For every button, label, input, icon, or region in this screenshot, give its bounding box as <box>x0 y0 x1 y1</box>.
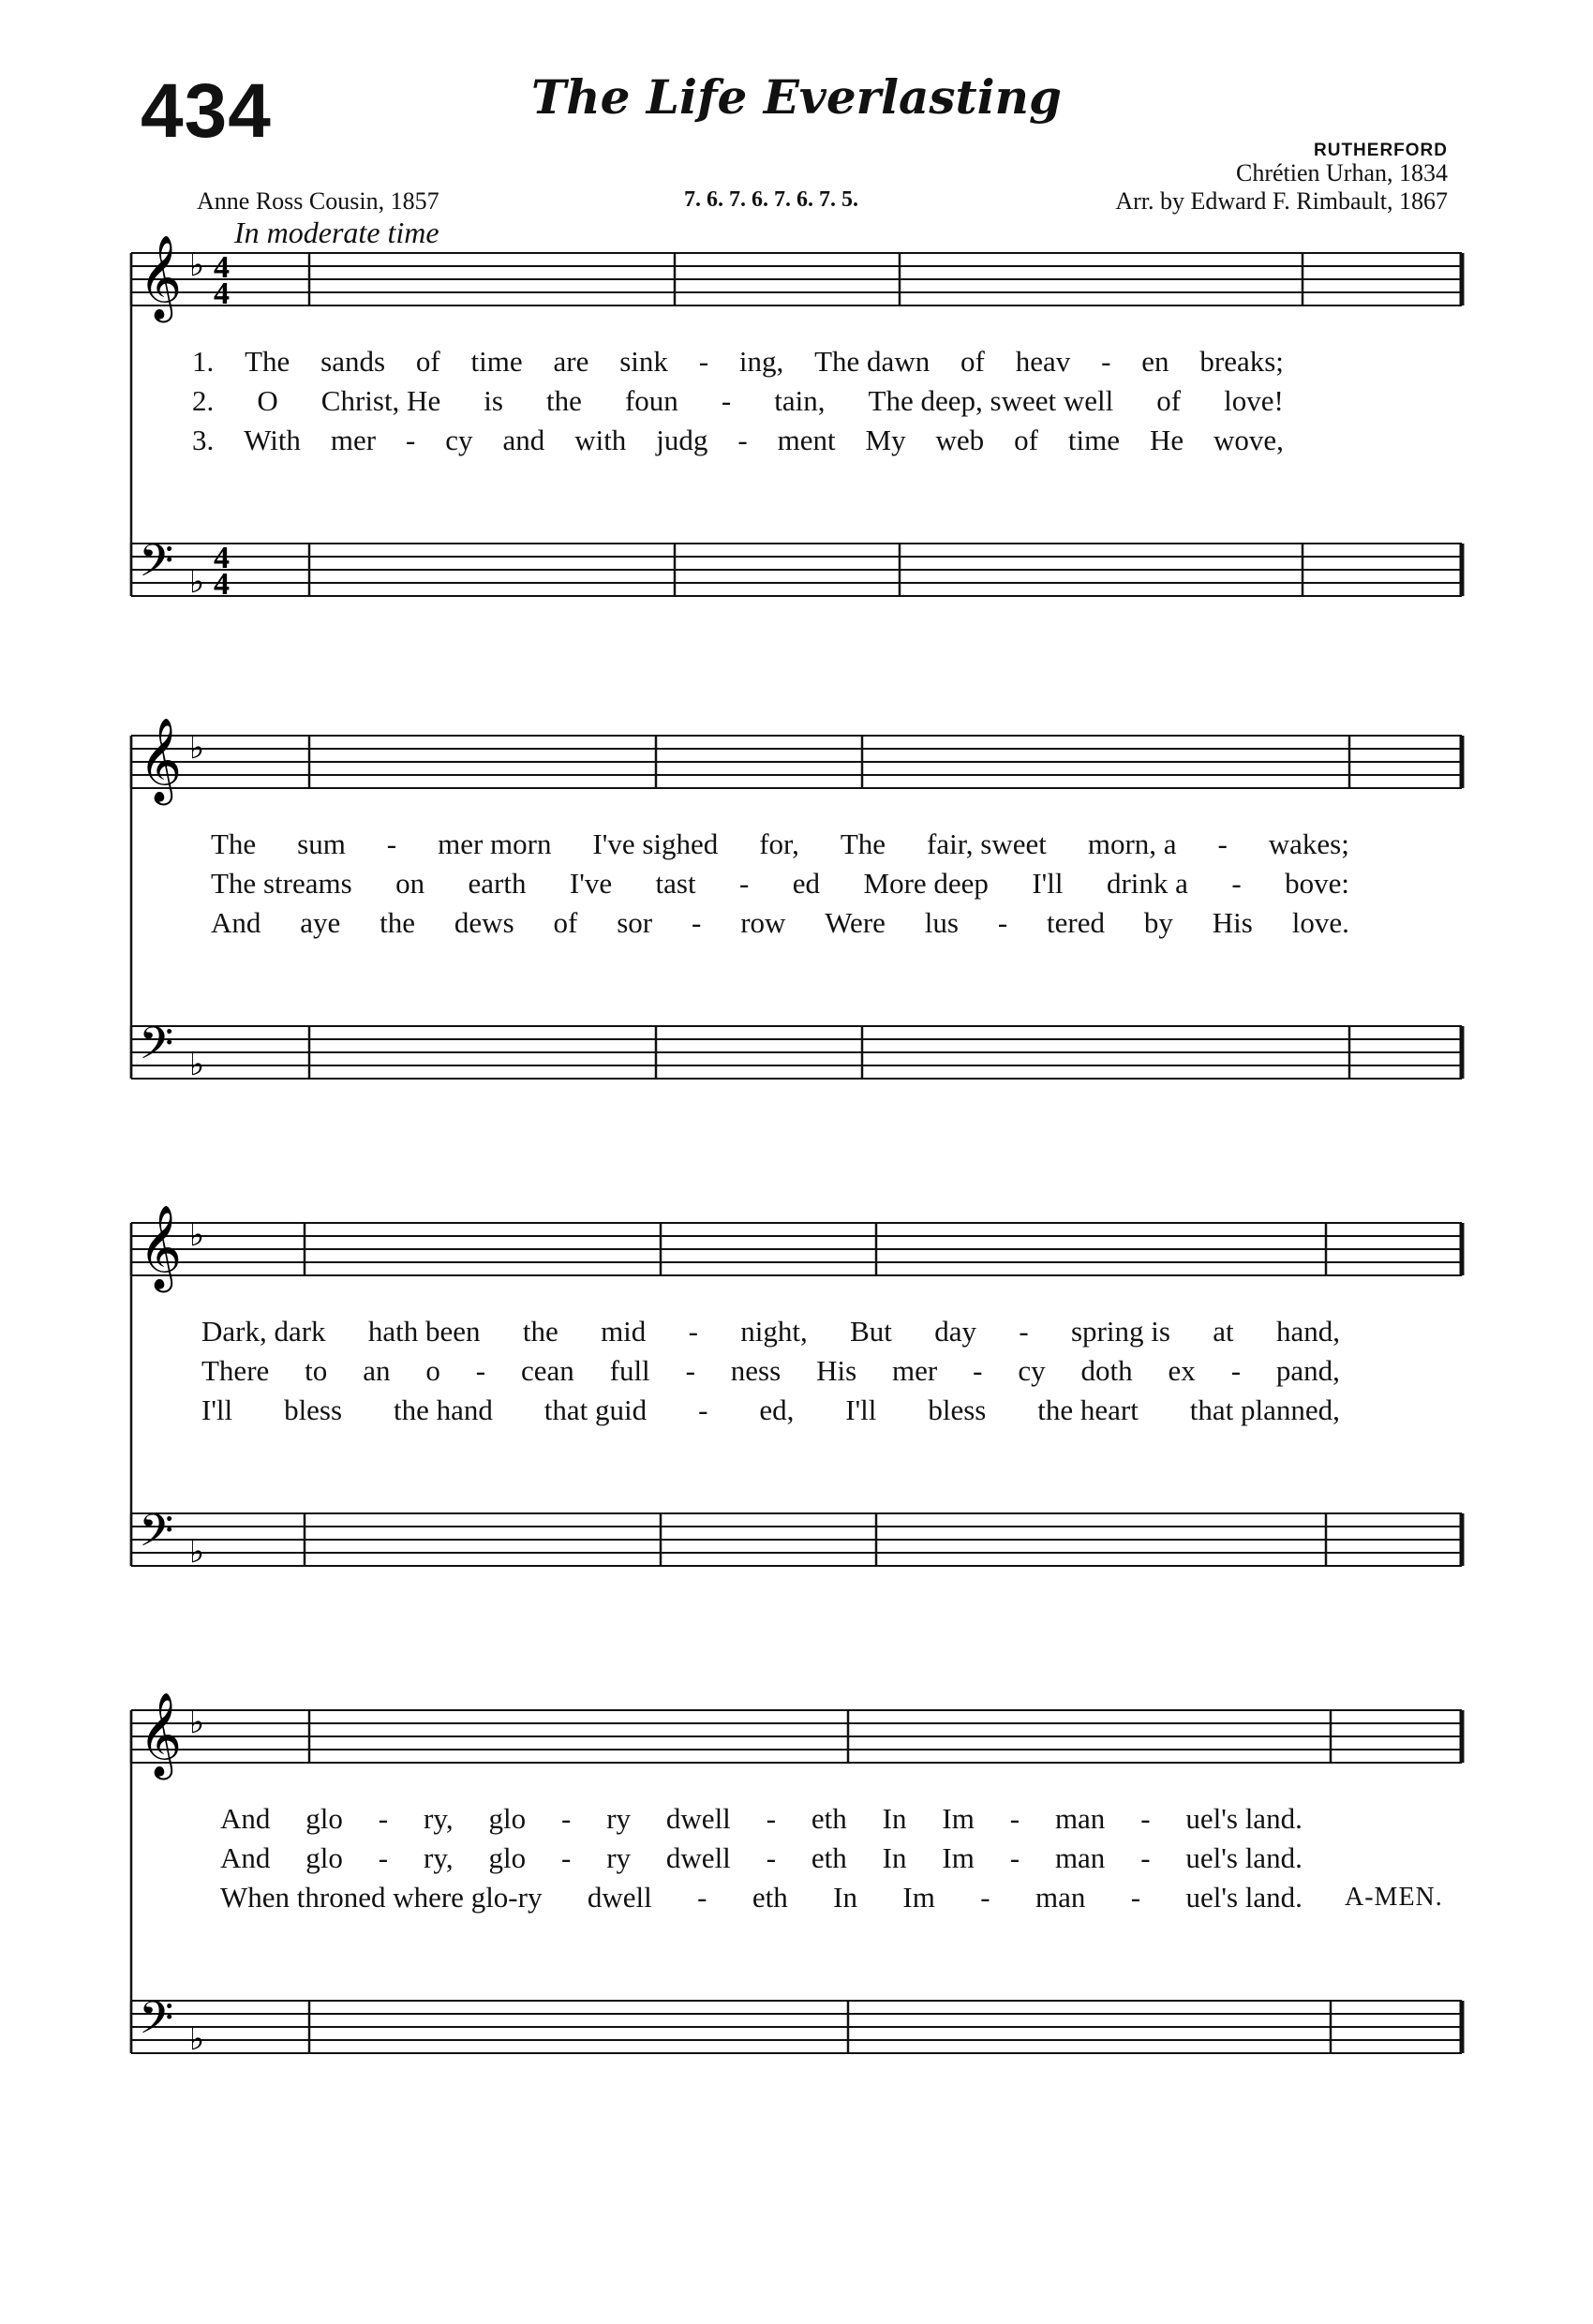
lyric-syllable: are <box>553 345 589 378</box>
lyric-syllable: - <box>1217 827 1228 860</box>
lyric-syllable: - <box>698 1393 708 1426</box>
lyric-syllable: And <box>220 1841 271 1874</box>
lyric-syllable: tast <box>655 867 696 900</box>
time-signature: 4 <box>214 567 230 602</box>
bass-clef-icon: 𝄢 <box>139 1017 174 1080</box>
lyric-syllable: ed, <box>759 1393 795 1426</box>
hymn-number: 434 <box>141 68 272 154</box>
verse-1-lyrics <box>201 1315 1340 1348</box>
lyric-syllable: mer <box>892 1354 938 1387</box>
lyric-syllable: ry, <box>424 1802 454 1835</box>
lyric-syllable: Dark, dark <box>201 1315 326 1348</box>
lyric-syllable: to <box>305 1354 328 1387</box>
lyric-syllable: mer morn <box>438 827 552 860</box>
lyric-syllable: The <box>211 827 257 860</box>
treble-clef-icon: 𝄞 <box>139 1692 183 1777</box>
author-credit: Anne Ross Cousin, 1857 <box>197 187 439 215</box>
time-signature: 4 <box>214 276 230 311</box>
lyric-syllable: sum <box>297 827 346 860</box>
bass-clef-icon: 𝄢 <box>139 534 174 598</box>
lyric-syllable: ry <box>606 1841 632 1874</box>
lyric-syllable: row <box>740 906 786 939</box>
lyric-syllable: dwell <box>665 1802 731 1835</box>
composer-credit: Chrétien Urhan, 1834 <box>1235 159 1448 186</box>
lyric-syllable: bove: <box>1285 867 1349 900</box>
lyric-syllable: His <box>1212 906 1253 939</box>
lyric-syllable: pand, <box>1275 1354 1340 1387</box>
lyric-syllable: - <box>980 1881 990 1914</box>
lyric-syllable: ex <box>1168 1354 1196 1387</box>
lyric-syllable: hand, <box>1275 1315 1340 1348</box>
lyric-syllable: - <box>697 1881 707 1914</box>
lyric-syllable: breaks; <box>1199 345 1284 378</box>
lyric-syllable: - <box>560 1841 572 1874</box>
lyric-syllable: uel's land. <box>1185 1802 1303 1835</box>
lyric-syllable: of <box>960 345 985 378</box>
lyric-syllable: In <box>833 1881 857 1914</box>
lyric-syllable: doth <box>1080 1354 1133 1387</box>
lyric-syllable: tain, <box>774 384 826 417</box>
lyric-syllable: the hand <box>393 1393 493 1426</box>
lyric-syllable: 2. <box>192 384 215 417</box>
lyric-syllable: on <box>395 867 425 900</box>
lyric-syllable: In <box>882 1841 907 1874</box>
lyric-syllable: I'll <box>201 1393 233 1426</box>
bass-clef-icon: 𝄢 <box>139 1991 174 2055</box>
lyric-syllable: - <box>973 1354 983 1387</box>
lyric-syllable: web <box>935 424 985 456</box>
lyric-syllable: cy <box>1018 1354 1046 1387</box>
meter: 7. 6. 7. 6. 7. 6. 7. 5. <box>684 187 858 212</box>
lyric-syllable: - <box>1101 345 1111 378</box>
lyric-syllable: that guid <box>543 1393 648 1426</box>
lyric-syllable: - <box>766 1802 777 1835</box>
lyric-syllable: love. <box>1291 906 1349 939</box>
lyric-syllable: But <box>850 1315 892 1348</box>
lyric-syllable: glo <box>305 1841 343 1874</box>
lyric-syllable: 1. <box>192 345 215 378</box>
lyric-syllable: dwell <box>665 1841 731 1874</box>
key-signature-flat-icon: ♭ <box>189 2020 205 2058</box>
lyric-syllable: at <box>1213 1315 1234 1348</box>
lyric-syllable: More deep <box>863 867 989 900</box>
lyric-syllable: of <box>1156 384 1182 417</box>
hymn-title: The Life Everlasting <box>531 69 1062 125</box>
lyric-syllable: time <box>1067 424 1120 456</box>
lyric-syllable: glo <box>305 1802 343 1835</box>
treble-clef-icon: 𝄞 <box>139 235 183 320</box>
lyric-syllable: hath been <box>367 1315 481 1348</box>
lyric-syllable: - <box>1230 1354 1242 1387</box>
lyric-syllable: wove, <box>1213 424 1284 456</box>
lyric-syllable: wakes; <box>1268 827 1349 860</box>
lyric-syllable: dews <box>454 906 514 939</box>
lyric-syllable: spring is <box>1070 1315 1170 1348</box>
lyric-syllable: mid <box>601 1315 647 1348</box>
lyric-syllable: an <box>363 1354 391 1387</box>
lyric-syllable: tered <box>1047 906 1106 939</box>
lyric-syllable: time <box>470 345 523 378</box>
key-signature-flat-icon: ♭ <box>189 1216 205 1254</box>
lyric-syllable: - <box>1130 1881 1141 1914</box>
lyric-syllable: by <box>1143 906 1173 939</box>
verse-1-lyrics <box>192 345 1284 379</box>
lyric-syllable: - <box>737 424 748 456</box>
lyric-syllable: the <box>522 1315 558 1348</box>
treble-clef-icon: 𝄞 <box>139 718 183 802</box>
lyric-syllable: cean <box>520 1354 574 1387</box>
arranger-credit: Arr. by Edward F. Rimbault, 1867 <box>1115 187 1448 215</box>
lyric-syllable: ed <box>792 867 821 900</box>
lyric-syllable: I've <box>569 867 613 900</box>
treble-clef-icon: 𝄞 <box>139 1205 183 1289</box>
lyric-syllable: that planned, <box>1189 1393 1340 1426</box>
lyric-syllable: I've sighed <box>592 827 719 860</box>
lyric-syllable: My <box>865 424 906 456</box>
lyric-syllable: sands <box>320 345 386 378</box>
amen-marking: A-MEN. <box>1345 1883 1443 1912</box>
lyric-syllable: fair, sweet <box>927 827 1047 860</box>
lyric-syllable: ing, <box>738 345 784 378</box>
lyric-syllable: night, <box>740 1315 808 1348</box>
lyric-syllable: ness <box>730 1354 782 1387</box>
lyric-syllable: eth <box>811 1841 847 1874</box>
lyric-syllable: bless <box>284 1393 343 1426</box>
lyric-syllable: - <box>475 1354 486 1387</box>
key-signature-flat-icon: ♭ <box>189 246 205 284</box>
verse-3-lyrics <box>201 1393 1340 1427</box>
lyric-syllable: lus <box>924 906 959 939</box>
key-signature-flat-icon: ♭ <box>189 729 205 767</box>
lyric-syllable: Im <box>942 1841 975 1874</box>
lyric-syllable: mer <box>330 424 377 456</box>
lyric-syllable: judg <box>656 424 708 456</box>
lyric-syllable: The dawn <box>814 345 930 378</box>
lyric-syllable: - <box>560 1802 572 1835</box>
lyric-syllable: bless <box>928 1393 987 1426</box>
lyric-syllable: uel's land. <box>1185 1841 1303 1874</box>
time-signature: 4 <box>214 541 230 575</box>
lyric-syllable: - <box>1140 1841 1151 1874</box>
lyric-syllable: - <box>691 906 702 939</box>
lyric-syllable: man <box>1054 1802 1106 1835</box>
verse-1-lyrics <box>211 827 1349 861</box>
time-signature: 4 <box>214 250 230 285</box>
lyric-syllable: full <box>609 1354 650 1387</box>
lyric-syllable: Were <box>825 906 886 939</box>
lyric-syllable: of <box>553 906 578 939</box>
lyric-syllable: He <box>1149 424 1184 456</box>
lyric-syllable: aye <box>300 906 341 939</box>
lyric-syllable: When throned where glo-ry <box>220 1881 543 1914</box>
verse-2-lyrics <box>211 867 1349 901</box>
lyric-syllable: of <box>415 345 440 378</box>
lyric-syllable: - <box>698 345 709 378</box>
lyric-syllable: - <box>378 1841 389 1874</box>
lyric-syllable: sink <box>619 345 668 378</box>
lyric-syllable: - <box>378 1802 389 1835</box>
lyric-syllable: ment <box>777 424 836 456</box>
lyric-syllable: - <box>406 424 416 456</box>
verse-2-lyrics <box>201 1354 1340 1388</box>
lyric-syllable: for, <box>759 827 799 860</box>
verse-3-lyrics <box>211 906 1349 940</box>
key-signature-flat-icon: ♭ <box>189 1533 205 1571</box>
system-4 <box>0 1673 1593 2160</box>
verse-2-lyrics <box>220 1841 1303 1875</box>
lyric-syllable: There <box>201 1354 270 1387</box>
lyric-syllable: - <box>766 1841 777 1874</box>
lyric-syllable: the <box>546 384 582 417</box>
lyric-syllable: And <box>211 906 261 939</box>
lyric-syllable: dwell <box>587 1881 652 1914</box>
lyric-syllable: - <box>1019 1315 1029 1348</box>
lyric-syllable: With <box>244 424 301 456</box>
lyric-syllable: - <box>739 867 750 900</box>
key-signature-flat-icon: ♭ <box>189 563 205 601</box>
lyric-syllable: cy <box>445 424 473 456</box>
lyric-syllable: the <box>380 906 416 939</box>
system-2 <box>0 698 1593 1185</box>
lyric-syllable: man <box>1054 1841 1106 1874</box>
lyric-syllable: day <box>934 1315 976 1348</box>
tune-name: RUTHERFORD <box>1314 141 1448 160</box>
lyric-syllable: with <box>574 424 627 456</box>
lyric-syllable: drink a <box>1106 867 1188 900</box>
lyric-syllable: Im <box>942 1802 975 1835</box>
lyric-syllable: I'll <box>845 1393 877 1426</box>
lyric-syllable: - <box>386 827 397 860</box>
key-signature-flat-icon: ♭ <box>189 1704 205 1741</box>
lyric-syllable: sor <box>617 906 653 939</box>
lyric-syllable: - <box>688 1315 698 1348</box>
lyric-syllable: The streams <box>211 867 352 900</box>
lyric-syllable: 3. <box>192 424 215 456</box>
lyric-syllable: His <box>816 1354 857 1387</box>
lyric-syllable: morn, a <box>1087 827 1177 860</box>
lyric-syllable: - <box>721 384 732 417</box>
lyric-syllable: eth <box>811 1802 847 1835</box>
lyric-syllable: - <box>1009 1802 1020 1835</box>
lyric-syllable: o <box>425 1354 440 1387</box>
lyric-syllable: O <box>257 384 278 417</box>
lyric-syllable: of <box>1014 424 1038 456</box>
verse-3-lyrics <box>220 1881 1303 1914</box>
lyric-syllable: man <box>1035 1881 1086 1914</box>
lyric-syllable: love! <box>1224 384 1284 417</box>
lyric-syllable: eth <box>752 1881 788 1914</box>
lyric-syllable: glo <box>488 1841 527 1874</box>
lyric-syllable: en <box>1141 345 1169 378</box>
lyric-syllable: - <box>1009 1841 1020 1874</box>
lyric-syllable: glo <box>488 1802 527 1835</box>
key-signature-flat-icon: ♭ <box>189 1046 205 1083</box>
tempo-marking: In moderate time <box>234 216 439 249</box>
lyric-syllable: - <box>1140 1802 1151 1835</box>
lyric-syllable: I'll <box>1032 867 1064 900</box>
lyric-syllable: the heart <box>1037 1393 1139 1426</box>
lyric-syllable: - <box>685 1354 695 1387</box>
lyric-syllable: foun <box>624 384 678 417</box>
lyric-syllable: - <box>997 906 1008 939</box>
verse-3-lyrics <box>192 424 1284 457</box>
lyric-syllable: heav <box>1015 345 1071 378</box>
lyric-syllable: ry, <box>424 1841 454 1874</box>
system-3 <box>0 1185 1593 1673</box>
lyric-syllable: earth <box>468 867 527 900</box>
lyric-syllable: Christ, He <box>320 384 441 417</box>
lyric-syllable: And <box>220 1802 271 1835</box>
lyric-syllable: uel's land. <box>1185 1881 1303 1914</box>
lyric-syllable: The deep, sweet well <box>868 384 1114 417</box>
lyric-syllable: The <box>245 345 290 378</box>
lyric-syllable: is <box>484 384 503 417</box>
lyric-syllable: and <box>502 424 545 456</box>
lyric-syllable: - <box>1231 867 1242 900</box>
lyric-syllable: ry <box>606 1802 632 1835</box>
verse-1-lyrics <box>220 1802 1303 1836</box>
lyric-syllable: The <box>840 827 886 860</box>
lyric-syllable: Im <box>902 1881 935 1914</box>
bass-clef-icon: 𝄢 <box>139 1504 174 1568</box>
system-1 <box>0 216 1593 703</box>
verse-2-lyrics <box>192 384 1284 418</box>
lyric-syllable: In <box>882 1802 907 1835</box>
